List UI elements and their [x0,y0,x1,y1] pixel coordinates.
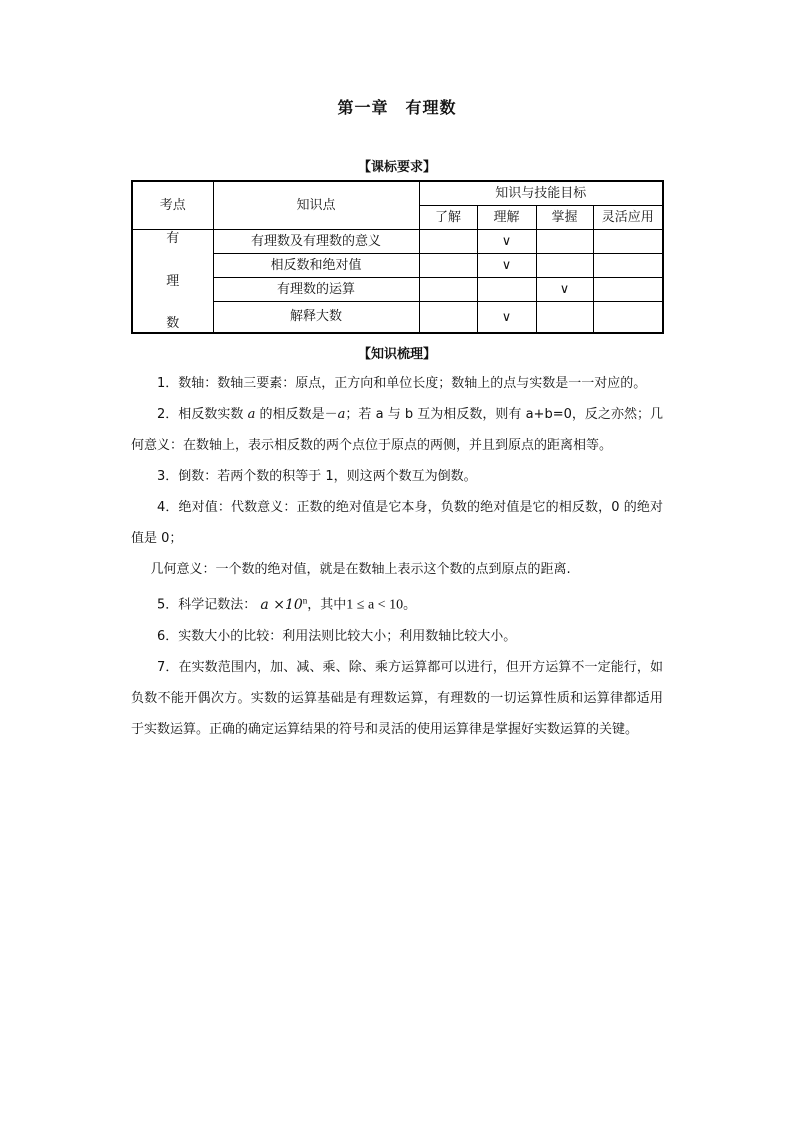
check-cell [419,302,477,334]
check-cell [536,230,593,254]
check-cell [477,278,536,302]
item-scientific-notation [131,585,663,621]
item-text: ；若 a 与 b 互为相反数，则有 a+b=0，反之亦然；几何意义：在数轴上，表示相反数的两个点位于原点的两侧，并且到原点的距离相等。 [131,407,664,453]
item-opposite-numbers [131,399,663,461]
check-cell [419,278,477,302]
item-reciprocal: 3．倒数：若两个数的积等于 1，则这两个数互为倒数。 [157,469,477,484]
topic-char: 理 [166,273,180,289]
topic-char: 有 [166,231,180,246]
formula [260,595,308,613]
formula-exponent: n [302,595,308,605]
item-absolute-value: 4．绝对值：代数意义：正数的绝对值是它本身，负数的绝对值是它的相反数，0 的绝对值是 0； [131,500,663,546]
item-text: 的相反数是－ [255,407,338,422]
level-master: 掌握 [536,206,593,230]
level-understand-basic: 了解 [419,206,477,230]
check-cell [593,230,663,254]
check-cell [593,254,663,278]
check-cell [536,254,593,278]
item-text: ，其中 [307,597,347,613]
item-text: 5．科学记数法： [157,597,257,613]
formula-base: a ×10 [260,596,303,613]
topic-cell [132,230,213,334]
item-absolute-geometric: 几何意义：一个数的绝对值，就是在数轴上表示这个数的点到原点的距离. [150,562,571,577]
header-knowledge: 知识点 [213,181,419,230]
level-apply: 灵活应用 [593,206,663,230]
topic-char: 数 [166,316,180,331]
variable-a: a [337,407,346,422]
check-cell [536,302,593,334]
check-cell [419,230,477,254]
item-operations: 7．在实数范围内，加、减、乘、除、乘方运算都可以进行，但开方运算不一定能行，如负数不能开偶次方。实数的运算基础是有理数运算，有理数的一切运算性质和运算律都适用于实数运算。正确的确定运算结果的符号和灵活的使用运算律是掌握好实数运算的关键。 [131,659,663,737]
knowledge-cell: 相反数和绝对值 [213,254,419,278]
item-compare: 6．实数大小的比较：利用法则比较大小；利用数轴比较大小。 [157,628,517,644]
check-cell: ∨ [477,230,536,254]
knowledge-outline [131,368,663,745]
check-cell: ∨ [536,278,593,302]
header-goals: 知识与技能目标 [419,181,663,206]
item-number-line: 1．数轴：数轴三要素：原点，正方向和单位长度；数轴上的点与实数是一一对应的。 [157,376,647,391]
check-cell [593,278,663,302]
check-cell: ∨ [477,254,536,278]
variable-a: a [247,407,256,422]
standards-heading: 【课标要求】 [357,160,436,175]
header-topic: 考点 [132,181,213,230]
knowledge-cell: 有理数的运算 [213,278,419,302]
check-cell [593,302,663,334]
item-text: 2．相反数实数 [157,407,248,422]
check-cell: ∨ [477,302,536,334]
level-comprehend: 理解 [477,206,536,230]
page-title: 第一章 有理数 [337,98,457,117]
knowledge-cell: 解释大数 [213,302,419,334]
knowledge-cell: 有理数及有理数的意义 [213,230,419,254]
outline-heading: 【知识梳理】 [357,347,436,362]
standards-table [131,180,664,334]
item-text: 。 [403,597,417,613]
formula-range: 1 ≤ a < 10 [346,597,404,613]
check-cell [419,254,477,278]
